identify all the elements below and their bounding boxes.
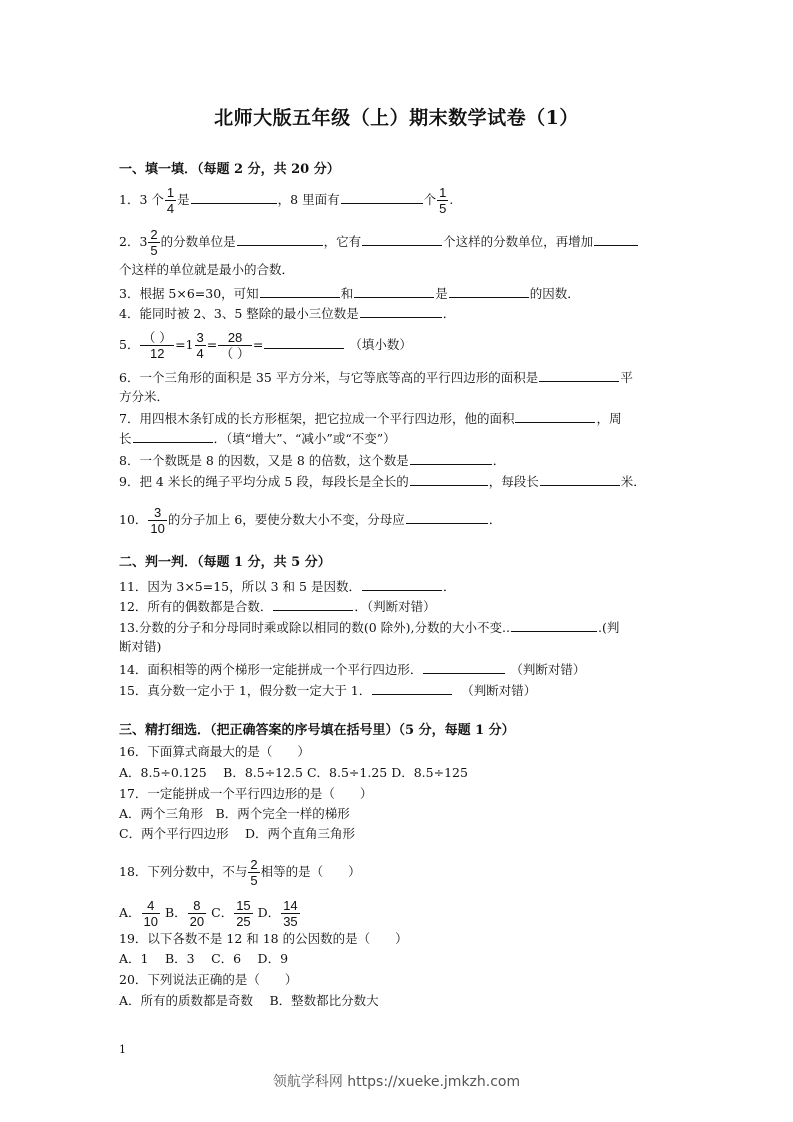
question-17-options-ab: A．两个三角形 B．两个完全一样的梯形 (119, 806, 350, 821)
answer-blank[interactable] (260, 285, 340, 298)
question-7-line-2: 长 ．（填“增大”、“减小”或“不变”） (119, 431, 396, 446)
answer-blank[interactable] (594, 233, 638, 246)
fraction: $\frac{1}{4}$ (166, 185, 175, 216)
question-1: 1．3 个 $\frac{1}{4}$ 是 ，8 里面有 个 $\frac{1}{5}$ . (119, 185, 454, 216)
fraction: $\frac{3}{10}$ (150, 505, 165, 536)
question-5: 5． $\frac{( )}{12}$ =1 $\frac{3}{4}$ = $\frac{28}{( )}$ = （填小数） (119, 330, 412, 361)
question-17: 17．一定能拼成一个平行四边形的是（ ） (119, 786, 373, 801)
question-7: 7．用四根木条钉成的长方形框架，把它拉成一个平行四边形，他的面积 ，周 (119, 411, 622, 426)
answer-blank[interactable] (133, 430, 213, 443)
answer-blank[interactable] (511, 619, 597, 632)
question-11: 11．因为 3×5=15，所以 3 和 5 是因数． ． (119, 579, 456, 594)
question-13-line-2: 断对错) (119, 639, 162, 654)
answer-blank[interactable] (423, 661, 505, 674)
page-number: 1 (119, 1043, 126, 1056)
question-19-options: A．1 B．3 C．6 D．9 (119, 951, 289, 966)
answer-blank[interactable] (360, 305, 442, 318)
question-18: 18．下列分数中，不与 $\frac{2}{5}$ 相等的是（ ） (119, 857, 361, 888)
answer-blank[interactable] (264, 336, 344, 349)
answer-blank[interactable] (341, 191, 423, 204)
section-3-header: 三、精打细选．（把正确答案的序号填在括号里）（5 分，每题 1 分） (119, 723, 515, 738)
question-14: 14．面积相等的两个梯形一定能拼成一个平行四边形． （判断对错） (119, 662, 586, 677)
question-9: 9．把 4 米长的绳子平均分成 5 段，每段长是全长的 ，每段长 米． (119, 474, 646, 489)
question-10: 10． $\frac{3}{10}$ 的分子加上 6，要使分数大小不变，分母应 ． (119, 505, 502, 536)
fraction: $\frac{1}{5}$ (439, 185, 447, 216)
question-20-options: A．所有的质数都是奇数 B．整数都比分数大 (119, 993, 379, 1008)
fraction: $\frac{2}{5}$ (250, 857, 258, 888)
answer-blank[interactable] (354, 285, 434, 298)
fraction: $\frac{28}{( )}$ (220, 330, 250, 361)
fraction: $\frac{3}{4}$ (196, 330, 204, 361)
footer-watermark: 领航学科网 https://xueke.jmkzh.com (272, 1074, 521, 1090)
answer-blank[interactable] (406, 511, 488, 524)
fraction: $\frac{14}{35}$ (283, 898, 298, 929)
question-16: 16．下面算式商最大的是（ ） (119, 744, 310, 759)
question-17-options-cd: C．两个平行四边形 D．两个直角三角形 (119, 826, 356, 841)
fraction: $\frac{( )}{12}$ (142, 330, 173, 361)
question-2: 2．3 $\frac{2}{5}$ 的分数单位是 ，它有 个这样的分数单位，再增加 (119, 227, 639, 258)
fraction: $\frac{15}{25}$ (236, 898, 251, 929)
question-3: 3．根据 5×6=30，可知 和 是 的因数． (119, 286, 580, 301)
answer-blank[interactable] (273, 598, 353, 611)
answer-blank[interactable] (449, 285, 529, 298)
answer-blank[interactable] (372, 682, 452, 695)
answer-blank[interactable] (191, 191, 277, 204)
question-6: 6．一个三角形的面积是 35 平方分米，与它等底等高的平行四边形的面积是 平 (119, 370, 633, 385)
answer-blank[interactable] (540, 473, 620, 486)
answer-blank[interactable] (539, 369, 619, 382)
fraction: $\frac{2}{5}$ (150, 227, 158, 258)
fraction: $\frac{8}{20}$ (189, 898, 205, 929)
answer-blank[interactable] (410, 452, 492, 465)
question-16-options: A．8.5÷0.125 B．8.5÷12.5 C．8.5÷1.25 D．8.5÷125 (119, 765, 468, 780)
question-18-options: A． $\frac{4}{10}$ B． $\frac{8}{20}$ C． $\frac{15}{25}$ D． $\frac{14}{35}$ (119, 898, 298, 929)
answer-blank[interactable] (362, 233, 442, 246)
section-1-header: 一、填一填．（每题 2 分，共 20 分） (119, 162, 340, 177)
fraction: $\frac{4}{10}$ (143, 898, 158, 929)
question-4: 4．能同时被 2、3、5 整除的最小三位数是 ． (119, 306, 456, 321)
question-15: 15．真分数一定小于 1，假分数一定大于 1． （判断对错） (119, 683, 537, 698)
answer-blank[interactable] (237, 233, 323, 246)
question-8: 8．一个数既是 8 的因数，又是 8 的倍数，这个数是 ． (119, 453, 506, 468)
answer-blank[interactable] (515, 410, 595, 423)
question-13: 13.分数的分子和分母同时乘或除以相同的数(0 除外),分数的大小不变.. .(判 (119, 620, 620, 635)
question-2-line-2: 个这样的单位就是最小的合数． (119, 262, 295, 277)
page-title: 北师大版五年级（上）期末数学试卷（1） (214, 107, 579, 129)
question-12: 12．所有的偶数都是合数． ．（判断对错） (119, 599, 436, 614)
question-6-line-2: 方分米． (119, 389, 170, 404)
question-19: 19．以下各数不是 12 和 18 的公因数的是（ ） (119, 931, 408, 946)
question-20: 20．下列说法正确的是（ ） (119, 972, 298, 987)
section-2-header: 二、判一判．（每题 1 分，共 5 分） (119, 555, 331, 570)
answer-blank[interactable] (362, 578, 442, 591)
answer-blank[interactable] (410, 473, 488, 486)
